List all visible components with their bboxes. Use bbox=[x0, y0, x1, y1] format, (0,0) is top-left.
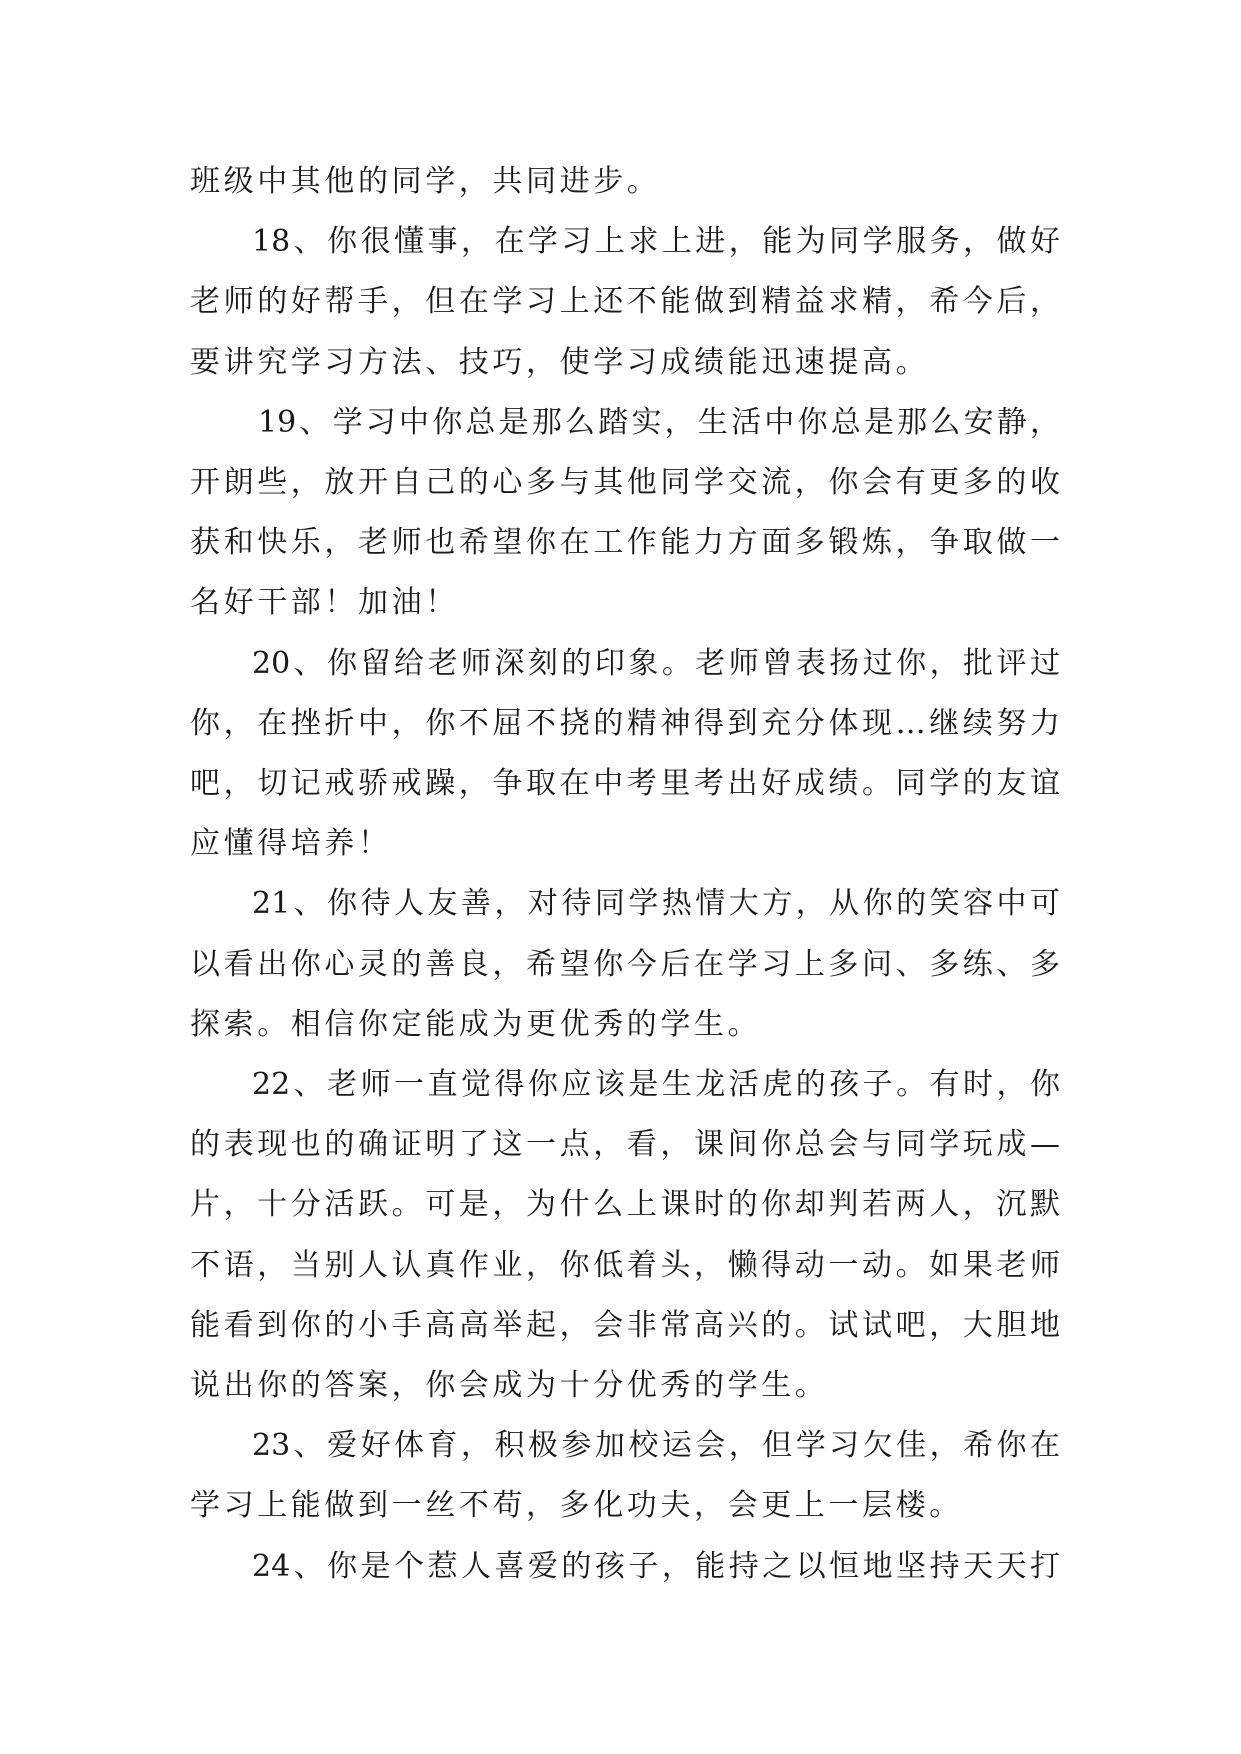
text-line: 老师的好帮手，但在学习上还不能做到精益求精，希今后， bbox=[190, 284, 1060, 320]
paragraph-24-start: 24、你是个惹人喜爱的孩子，能持之以恒地坚持天天打 bbox=[252, 1548, 1060, 1584]
text-line: 不语，当别人认真作业，你低着头，懒得动一动。如果老师 bbox=[190, 1247, 1060, 1283]
text-line: 以看出你心灵的善良，希望你今后在学习上多问、多练、多 bbox=[190, 946, 1060, 982]
text-line: 开朗些，放开自己的心多与其他同学交流，你会有更多的收 bbox=[190, 465, 1060, 501]
body-text bbox=[190, 152, 1060, 1597]
paragraph-23-start: 23、爱好体育，积极参加校运会，但学习欠佳，希你在 bbox=[252, 1428, 1060, 1464]
text-line: 学习上能做到一丝不苟，多化功夫，会更上一层楼。 bbox=[190, 1488, 963, 1524]
text-line: 名好干部！加油！ bbox=[190, 585, 459, 621]
paragraph-20-start: 20、你留给老师深刻的印象。老师曾表扬过你，批评过 bbox=[252, 645, 1060, 681]
text-line: 应懂得培养！ bbox=[190, 826, 392, 862]
text-line: 说出你的答案，你会成为十分优秀的学生。 bbox=[190, 1368, 829, 1404]
paragraph-19-start: 19、学习中你总是那么踏实，生活中你总是那么安静， bbox=[258, 404, 1060, 440]
text-line: 的表现也的确证明了这一点，看，课间你总会与同学玩成— bbox=[190, 1127, 1060, 1163]
text-line: 片，十分活跃。可是，为什么上课时的你却判若两人，沉默 bbox=[190, 1187, 1060, 1223]
text-line: 探索。相信你定能成为更优秀的学生。 bbox=[190, 1006, 762, 1042]
text-line: 你，在挫折中，你不屈不挠的精神得到充分体现…继续努力 bbox=[190, 705, 1060, 741]
text-line: 吧，切记戒骄戒躁，争取在中考里考出好成绩。同学的友谊 bbox=[190, 766, 1060, 802]
paragraph-21-start: 21、你待人友善，对待同学热情大方，从你的笑容中可 bbox=[252, 886, 1060, 922]
text-line: 班级中其他的同学，共同进步。 bbox=[190, 164, 661, 199]
text-line: 获和快乐，老师也希望你在工作能力方面多锻炼，争取做一 bbox=[190, 525, 1060, 561]
paragraph-18-start: 18、你很懂事，在学习上求上进，能为同学服务，做好 bbox=[252, 224, 1060, 260]
text-line: 能看到你的小手高高举起，会非常高兴的。试试吧，大胆地 bbox=[190, 1307, 1060, 1343]
paragraph-22-start: 22、老师一直觉得你应该是生龙活虎的孩子。有时，你 bbox=[252, 1067, 1060, 1103]
text-line: 要讲究学习方法、技巧，使学习成绩能迅速提高。 bbox=[190, 344, 930, 380]
